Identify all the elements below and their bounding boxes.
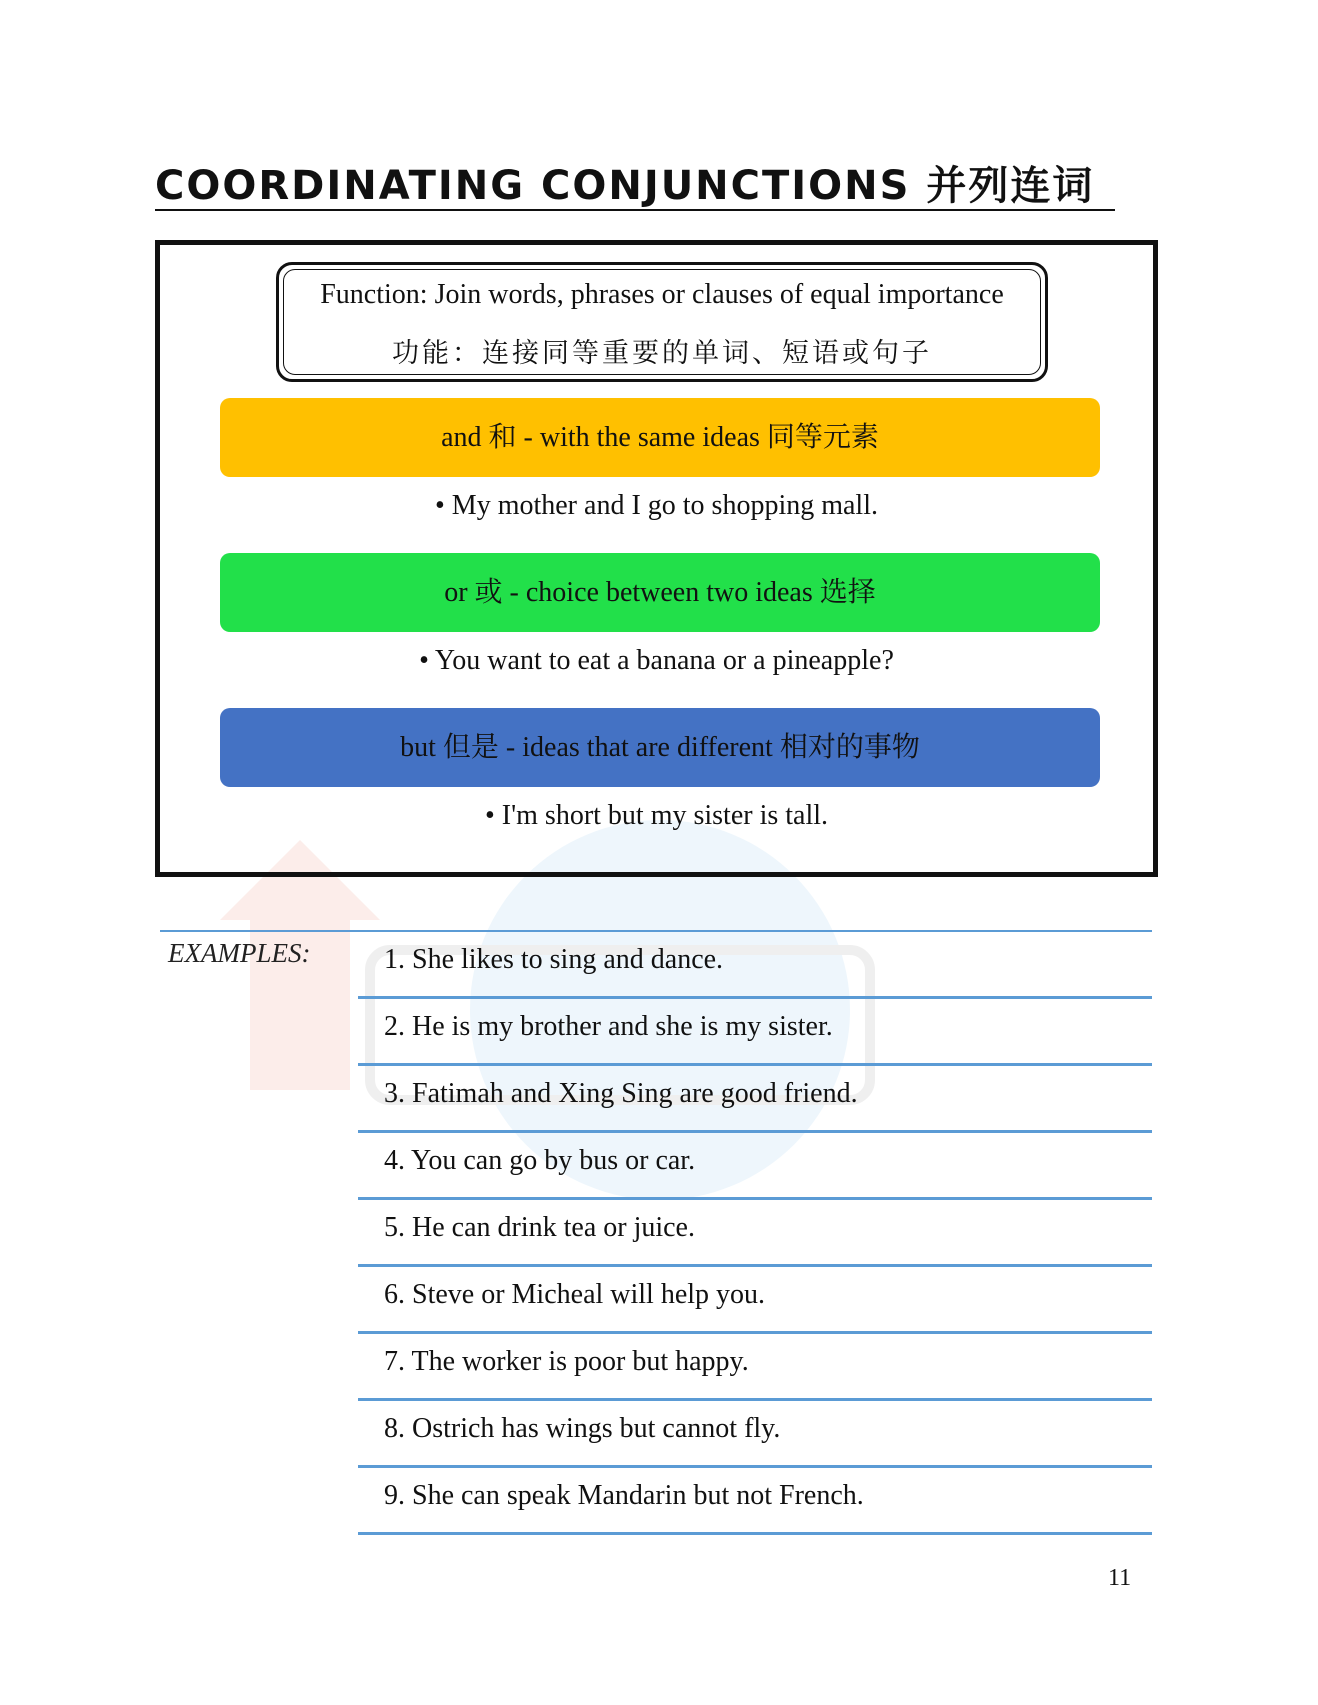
examples-label: EXAMPLES:	[168, 938, 311, 968]
example-text: 8. Ostrich has wings but cannot fly.	[384, 1413, 781, 1444]
example-row	[358, 1334, 1152, 1401]
function-english: Function: Join words, phrases or clauses of equal importance	[320, 279, 1004, 310]
example-text: 6. Steve or Micheal will help you.	[384, 1279, 766, 1310]
conjunction-example-but: • I'm short but my sister is tall.	[484, 800, 829, 831]
example-row	[358, 1066, 1152, 1133]
example-row	[358, 1133, 1152, 1200]
example-text: 2. He is my brother and she is my sister.	[384, 1011, 833, 1042]
example-text: 1. She likes to sing and dance.	[384, 944, 724, 975]
conjunction-example-or: • You want to eat a banana or a pineapple?	[419, 645, 894, 676]
function-box	[276, 262, 1048, 382]
example-row	[358, 1401, 1152, 1468]
conjunction-example-and: • My mother and I go to shopping mall.	[435, 490, 878, 521]
example-row	[358, 999, 1152, 1066]
example-row	[358, 1200, 1152, 1267]
page-number: 11	[1108, 1565, 1132, 1591]
conjunction-band-or: or 或 - choice between two ideas 选择	[220, 553, 1100, 632]
conjunctions-panel	[155, 240, 1158, 877]
example-text: 3. Fatimah and Xing Sing are good friend.	[384, 1078, 858, 1109]
example-text: 7. The worker is poor but happy.	[384, 1346, 749, 1377]
example-row	[358, 932, 1152, 999]
example-row	[358, 1267, 1152, 1334]
conjunction-band-and: and 和 - with the same ideas 同等元素	[220, 398, 1100, 477]
function-chinese: 功能：连接同等重要的单词、短语或句子	[392, 338, 932, 368]
example-text: 9. She can speak Mandarin but not French.	[384, 1480, 864, 1511]
conjunction-band-but: but 但是 - ideas that are different 相对的事物	[220, 708, 1100, 787]
example-text: 5. He can drink tea or juice.	[384, 1212, 695, 1243]
example-text: 4. You can go by bus or car.	[384, 1145, 696, 1176]
example-row	[358, 1468, 1152, 1535]
page-title: COORDINATING CONJUNCTIONS 并列连词	[155, 163, 1095, 209]
title-underline	[155, 209, 1115, 211]
